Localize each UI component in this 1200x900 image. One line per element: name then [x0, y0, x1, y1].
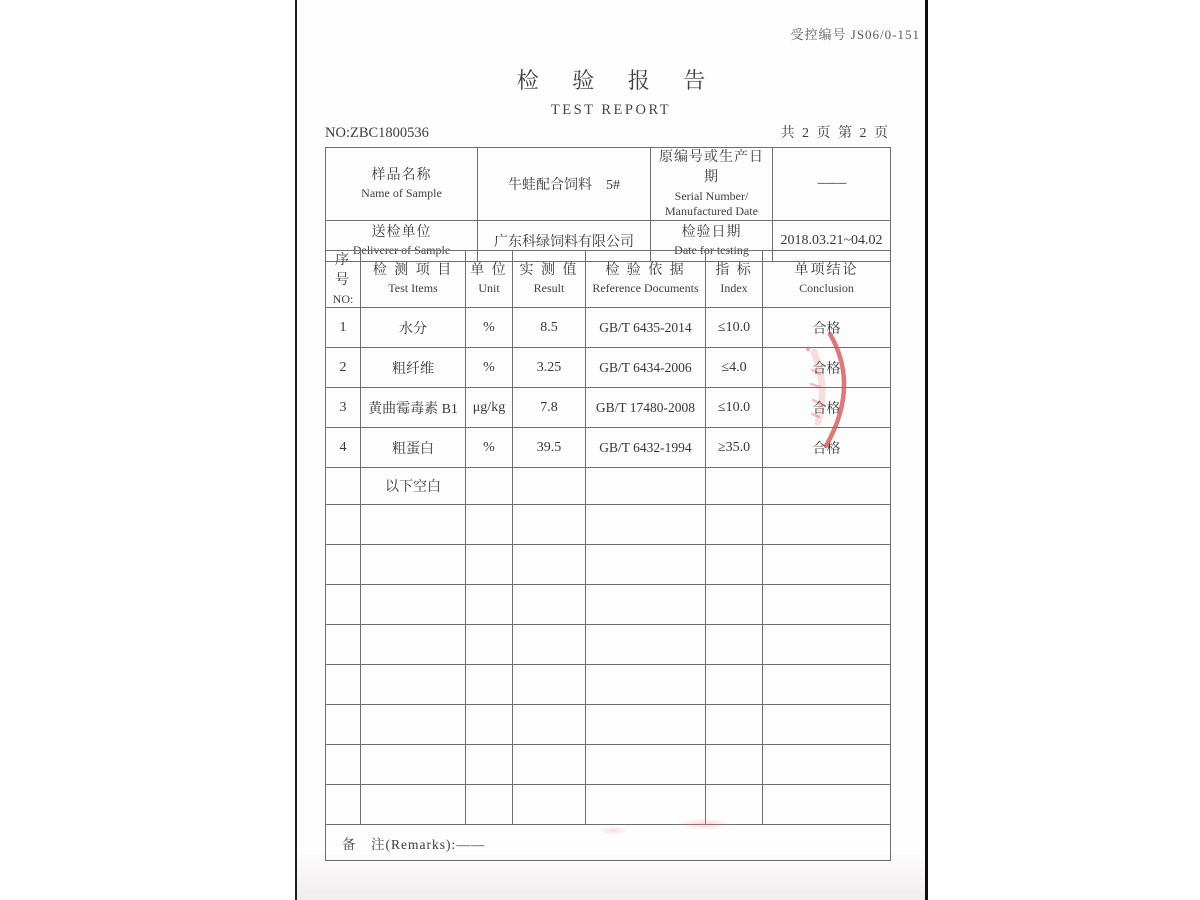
report-number-line	[325, 122, 890, 142]
empty-rows	[326, 505, 891, 825]
table-empty-row	[326, 585, 891, 625]
results-table	[325, 250, 891, 861]
test-date-value: 2018.03.21~04.02	[773, 220, 891, 261]
sample-info-table	[325, 147, 891, 262]
blank-note: 以下空白	[361, 468, 466, 505]
table-empty-row	[326, 745, 891, 785]
col-header-reference: 检 验 依 据 Reference Documents	[586, 251, 706, 308]
table-row: 3 黄曲霉毒素 B1 μg/kg 7.8 GB/T 17480-2008 ≤10.0 合格	[326, 388, 891, 428]
table-empty-row	[326, 545, 891, 585]
col-header-unit: 单 位 Unit	[466, 251, 513, 308]
table-row: 1 水分 % 8.5 GB/T 6435-2014 ≤10.0 合格	[326, 308, 891, 348]
report-title-cn: 检 验 报 告	[516, 68, 720, 93]
controlled-number: 受控编号 JS06/0-151	[790, 27, 920, 42]
report-no: NO:ZBC1800536	[325, 125, 429, 141]
deliverer-value: 广东科绿饲料有限公司	[478, 220, 651, 261]
table-row: 2 粗纤维 % 3.25 GB/T 6434-2006 ≤4.0 合格	[326, 348, 891, 388]
col-header-result: 实 测 值 Result	[513, 251, 586, 308]
table-empty-row	[326, 785, 891, 825]
page-edge-left	[295, 0, 297, 900]
test-date-label: 检验日期 Date for testing	[651, 220, 773, 261]
page-edge-right	[925, 0, 928, 900]
sample-name-label: 样品名称 Name of Sample	[326, 148, 478, 221]
report-title-en: TEST REPORT	[550, 102, 672, 118]
blank-note-row	[326, 468, 891, 505]
deliverer-label: 送检单位 Deliverer of Sample	[326, 220, 478, 261]
col-header-conclusion: 单项结论 Conclusion	[763, 251, 891, 308]
serial-label: 原编号或生产日期 Serial Number/ Manufactured Date	[651, 148, 773, 221]
table-empty-row	[326, 705, 891, 745]
table-row: 4 粗蛋白 % 39.5 GB/T 6432-1994 ≥35.0 合格	[326, 428, 891, 468]
sample-name-row	[326, 148, 891, 221]
serial-value: ——	[773, 148, 891, 221]
results-header-row	[326, 251, 891, 308]
col-header-items: 检 测 项 目 Test Items	[361, 251, 466, 308]
table-empty-row	[326, 505, 891, 545]
page-info: 共 2 页 第 2 页	[780, 126, 890, 141]
remarks-row	[326, 825, 891, 861]
col-header-no: 序号 NO:	[326, 251, 361, 308]
col-header-index: 指 标 Index	[706, 251, 763, 308]
sample-name-value: 牛蛙配合饲料 5#	[478, 148, 651, 221]
table-empty-row	[326, 625, 891, 665]
table-empty-row	[326, 665, 891, 705]
remarks-label: 备 注(Remarks):——	[326, 825, 891, 861]
